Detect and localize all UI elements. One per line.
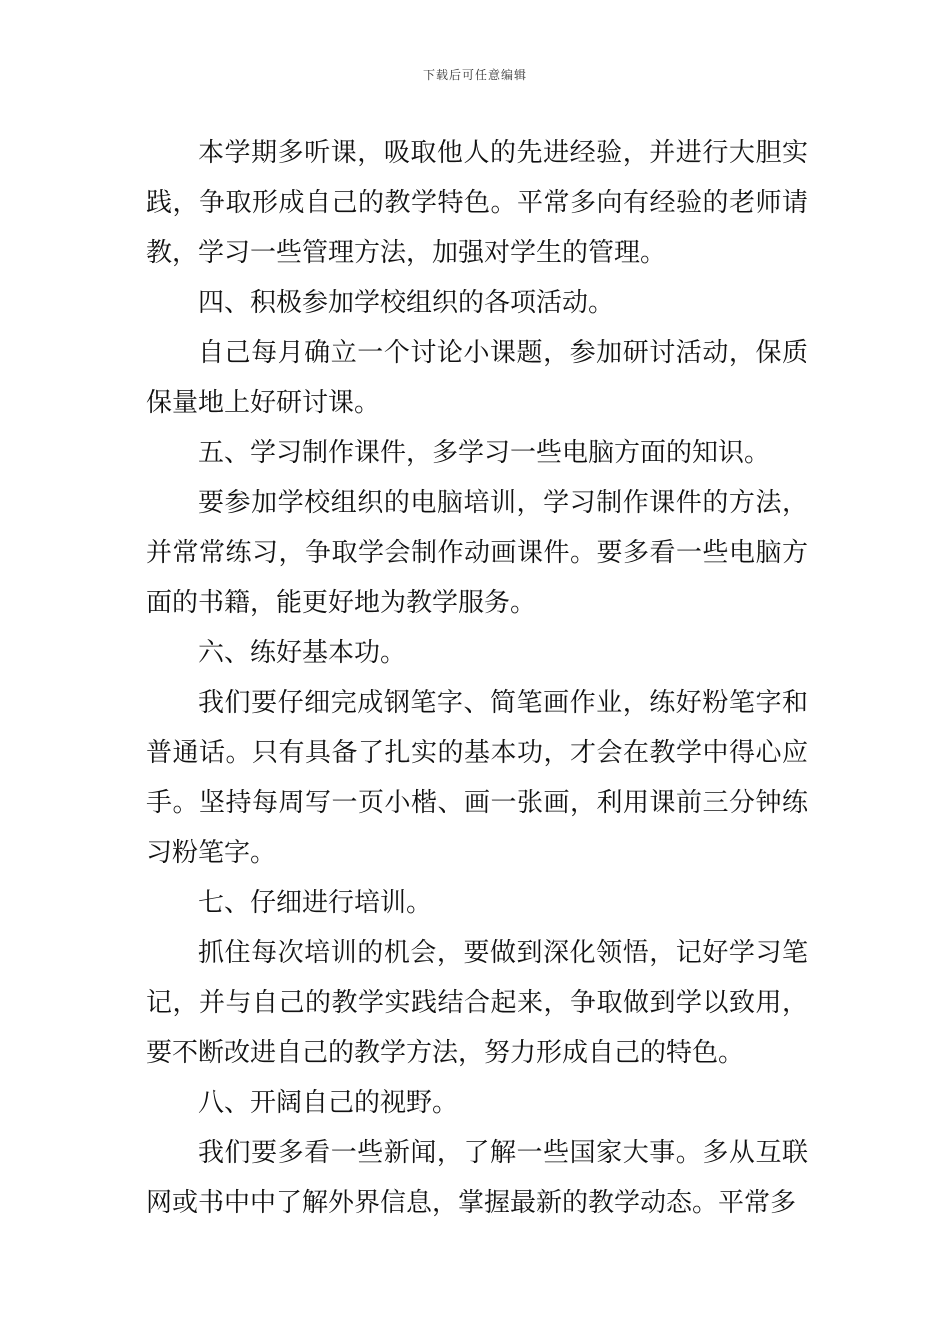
header-note: 下载后可任意编辑 xyxy=(422,68,527,82)
paragraph: 抓住每次培训的机会，要做到深化领悟，记好学习笔记，并与自己的教学实践结合起来，争取做到学以致用，要不断改进自己的教学方法，努力形成自己的特色。 xyxy=(146,938,808,1068)
section-heading: 四、积极参加学校组织的各项活动。 xyxy=(198,288,615,318)
paragraph: 我们要多看一些新闻，了解一些国家大事。多从互联网或书中中了解外界信息，掌握最新的教学动态。平常多 xyxy=(146,1138,808,1218)
document-body xyxy=(146,128,808,1228)
section-heading: 六、练好基本功。 xyxy=(198,638,407,668)
paragraph: 要参加学校组织的电脑培训，学习制作课件的方法，并常常练习，争取学会制作动画课件。要多看一些电脑方面的书籍，能更好地为教学服务。 xyxy=(146,488,808,618)
paragraph: 自己每月确立一个讨论小课题，参加研讨活动，保质保量地上好研讨课。 xyxy=(146,338,808,418)
section-heading: 五、学习制作课件，多学习一些电脑方面的知识。 xyxy=(198,438,771,468)
section-heading: 八、开阔自己的视野。 xyxy=(198,1088,459,1118)
paragraph: 我们要仔细完成钢笔字、简笔画作业，练好粉笔字和普通话。只有具备了扎实的基本功，才会在教学中得心应手。坚持每周写一页小楷、画一张画，利用课前三分钟练习粉笔字。 xyxy=(146,688,808,868)
section-heading: 七、仔细进行培训。 xyxy=(198,888,433,918)
paragraph: 本学期多听课，吸取他人的先进经验，并进行大胆实践，争取形成自己的教学特色。平常多向有经验的老师请教，学习一些管理方法，加强对学生的管理。 xyxy=(146,138,808,268)
